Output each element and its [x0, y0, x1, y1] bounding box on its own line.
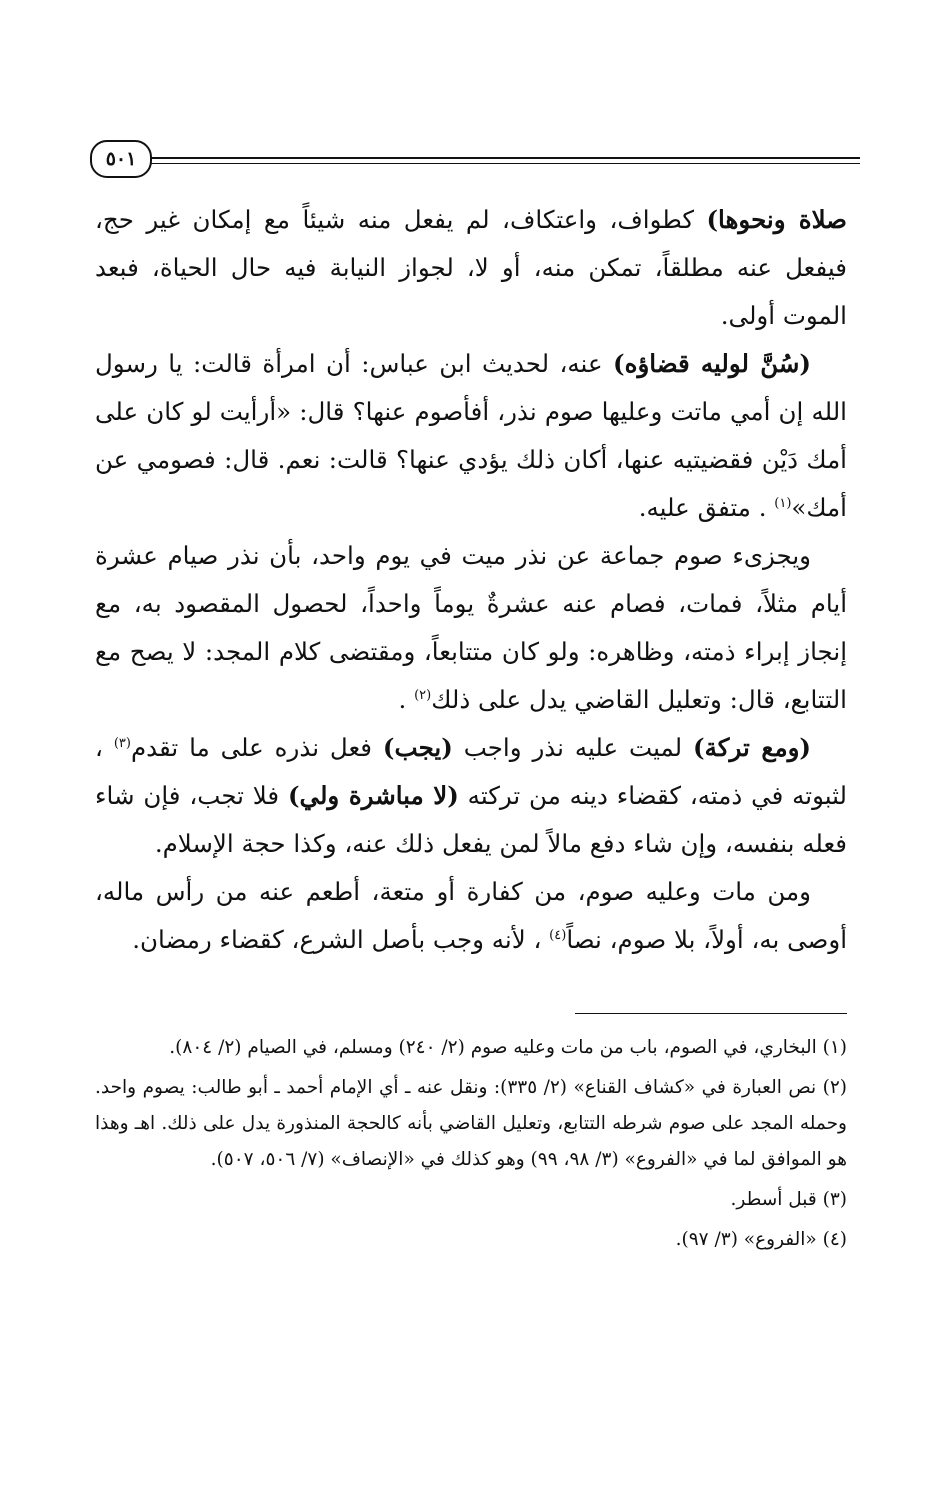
footnote: (٤) «الفروع» (٣/ ٩٧). [675, 1229, 847, 1250]
page-number: ٥٠١ [90, 140, 152, 178]
paragraph [95, 532, 847, 724]
paragraph [95, 724, 847, 868]
paragraph [95, 868, 847, 964]
footnote-ref: (٢) [414, 687, 432, 703]
text-segment: فلا تجب، فإن شاء فعله بنفسه، وإن شاء دفع مالاً لمن يفعل ذلك عنه، وكذا حجة الإسلام. [95, 781, 847, 858]
text-segment: عنه، لحديث ابن عباس: أن امرأة قالت: يا رسول الله إن أمي ماتت وعليها صوم نذر، أفأصوم عنها؟ قال: «أرأيت لو كان على أمك دَيْن فقضيتيه عنها، أكان ذلك يؤدي عنها؟ قالت: نعم. قال: فصومي عن أمك» [95, 349, 847, 522]
text-segment: ومن مات وعليه صوم، من كفارة أو متعة، أطعم عنه من رأس ماله، أوصى به، أولاً، بلا صوم، نصاً [95, 877, 847, 954]
footnote-ref: (٣) [113, 735, 131, 751]
footnotes [95, 1030, 847, 1262]
bold-term: (سُنَّ لوليه قضاؤه) [613, 349, 811, 378]
header-rule [150, 157, 860, 159]
paragraph [95, 196, 847, 340]
paragraph [95, 340, 847, 532]
text-segment: ، لثبوته في ذمته، كقضاء دينه من تركته [95, 733, 847, 810]
footnote: (١) البخاري، في الصوم، باب من مات وعليه صوم (٢/ ٢٤٠) ومسلم، في الصيام (٢/ ٨٠٤). [169, 1037, 847, 1058]
text-segment: فعل نذره على ما تقدم [130, 733, 383, 762]
footnote-ref: (٤) [549, 927, 567, 943]
bold-term: (يجب) [382, 733, 453, 762]
page-header [90, 140, 860, 180]
text-segment: ويجزىء صوم جماعة عن نذر ميت في يوم واحد، بأن نذر صيام عشرة أيام مثلاً، فمات، فصام عنه عشرةٌ يوماً واحداً، لحصول المقصود به، مع إنجاز إبراء ذمته، وظاهره: ولو كان متتابعاً، ومقتضى كلام المجد: لا يصح مع التتابع، قال: وتعليل القاضي يدل على ذلك [95, 541, 847, 714]
footnote-separator [575, 1013, 847, 1014]
bold-term: (ومع تركة) [693, 733, 812, 762]
text-segment: . متفق عليه. [638, 493, 775, 522]
text-segment: كطواف، واعتكاف، لم يفعل منه شيئاً مع إمكان غير حج، فيفعل عنه مطلقاً، تمكن منه، أو لا، لجواز النيابة فيه حال الحياة، فبعد الموت أولى. [95, 205, 847, 330]
text-segment: ، لأنه وجب بأصل الشرع، كقضاء رمضان. [132, 925, 550, 954]
header-rule-thin [150, 163, 860, 164]
text-segment: لميت عليه نذر واجب [452, 733, 694, 762]
footnote: (٢) نص العبارة في «كشاف القناع» (٢/ ٣٣٥): ونقل عنه ـ أي الإمام أحمد ـ أبو طالب: يصوم واحد. وحمله المجد على صوم شرطه التتابع، وتعليل القاضي بأنه كالحجة المنذورة يدل على ذلك. اهـ وهذا هو الموافق لما في «الفروع» (٣/ ٩٨، ٩٩) وهو كذلك في «الإنصاف» (٧/ ٥٠٦، ٥٠٧). [95, 1077, 848, 1170]
bold-term: صلاة ونحوها) [706, 205, 847, 234]
footnote: (٣) قبل أسطر. [730, 1189, 847, 1210]
main-text [95, 196, 847, 964]
bold-term: (لا مباشرة ولي) [287, 781, 459, 810]
text-segment: . [398, 685, 415, 714]
footnote-ref: (١) [774, 495, 792, 511]
